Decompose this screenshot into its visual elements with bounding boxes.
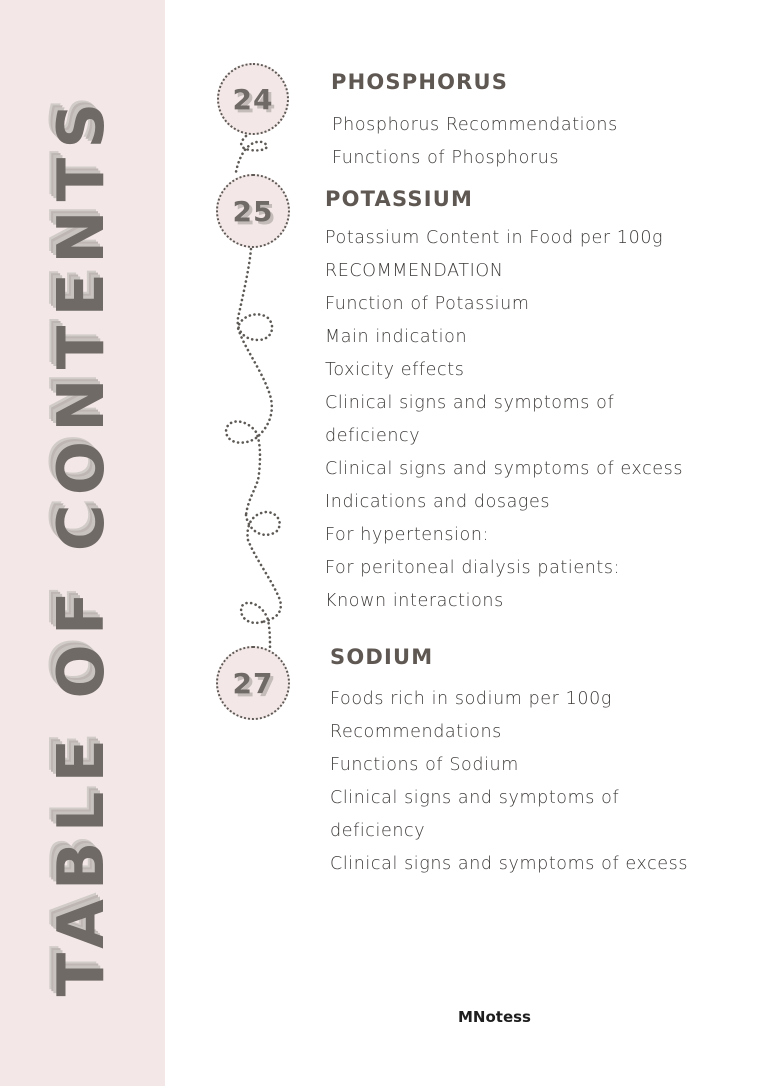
sidebar-panel: [0, 0, 165, 1086]
page-number: 24: [232, 82, 274, 116]
toc-entry[interactable]: Phosphorus Recommendations: [332, 115, 618, 135]
toc-entry[interactable]: For hypertension:: [325, 525, 490, 545]
toc-entry[interactable]: deficiency: [330, 821, 426, 841]
toc-entry[interactable]: Known interactions: [325, 591, 504, 611]
toc-entry[interactable]: Potassium Content in Food per 100g: [325, 228, 664, 248]
toc-entry[interactable]: Functions of Phosphorus: [332, 148, 560, 168]
toc-entry[interactable]: RECOMMENDATION: [325, 261, 504, 281]
page-number: 25: [232, 194, 274, 228]
toc-entry[interactable]: Main indication: [325, 327, 468, 347]
brand-footer: MNotess: [458, 1008, 531, 1026]
page-badge-25: [216, 174, 290, 248]
toc-entry[interactable]: Clinical signs and symptoms of: [325, 393, 615, 413]
toc-entry[interactable]: Foods rich in sodium per 100g: [330, 689, 612, 709]
section-heading-phosphorus: PHOSPHORUS: [331, 70, 509, 94]
toc-entry[interactable]: Indications and dosages: [325, 492, 551, 512]
page-badge-24: [217, 63, 289, 135]
toc-entry[interactable]: Clinical signs and symptoms of excess: [325, 459, 684, 479]
section-list-potassium: [325, 222, 683, 618]
section-heading-sodium: SODIUM: [330, 645, 434, 669]
toc-entry[interactable]: Clinical signs and symptoms of excess: [330, 854, 689, 874]
toc-entry[interactable]: For peritoneal dialysis patients:: [325, 558, 621, 578]
toc-entry[interactable]: Function of Potassium: [325, 294, 530, 314]
section-list-phosphorus: [332, 109, 618, 175]
toc-entry[interactable]: Functions of Sodium: [330, 755, 519, 775]
page-badge-27: [216, 646, 290, 720]
table-of-contents-title: TABLE OF CONTENTS: [45, 93, 119, 997]
toc-entry[interactable]: deficiency: [325, 426, 421, 446]
page-number: 27: [232, 666, 274, 700]
section-heading-potassium: POTASSIUM: [325, 187, 474, 211]
section-list-sodium: [330, 683, 688, 881]
toc-entry[interactable]: Clinical signs and symptoms of: [330, 788, 620, 808]
toc-entry[interactable]: Recommendations: [330, 722, 502, 742]
toc-entry[interactable]: Toxicity effects: [325, 360, 465, 380]
